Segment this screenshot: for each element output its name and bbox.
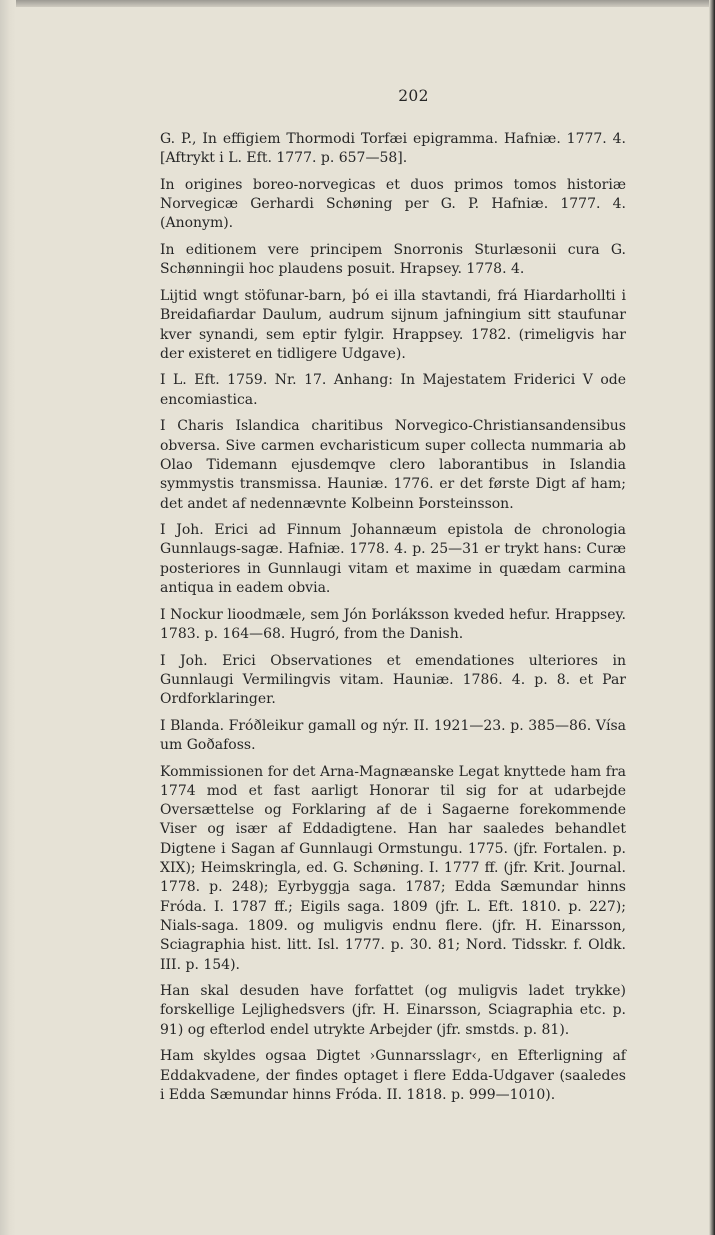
body-paragraph: Han skal desuden have forfattet (og muligvis ladet trykke) forskellige Lejlighedsvers (jfr. H. Einarsson, Sciagraphia etc. p. 91) og efterlod endel utrykte Arbejder (jfr. smstds. p. 81). — [160, 983, 626, 1038]
page-top-edge — [0, 0, 715, 7]
bibliography-entry: I Nockur lioodmæle, sem Jón Þorláksson kveded hefur. Hrappsey. 1783. p. 164—68. Hugró, from the Danish. — [160, 606, 626, 642]
bibliography-entry: I Blanda. Fróðleikur gamall og nýr. II. 1921—23. p. 385—86. Vísa um Goðafoss. — [160, 717, 626, 753]
bibliography-entry: In origines boreo-norvegicas et duos primos tomos historiæ Norvegicæ Gerhardi Schøning per G. P. Hafniæ. 1777. 4. (Anonym). — [160, 176, 626, 232]
page-left-edge — [0, 0, 16, 1235]
body-paragraph: Ham skyldes ogsaa Digtet ›Gunnarsslagr‹, en Efterligning af Eddakvadene, der findes optaget i flere Edda-Udgaver (saaledes i Edda Sæmundar hinns Fróda. II. 1818. p. 999—1010). — [160, 1048, 626, 1103]
page-right-edge — [709, 0, 715, 1235]
bibliography-entry: In editionem vere principem Snorronis Sturlæsonii cura G. Schønningii hoc plaudens posuit. Hrapsey. 1778. 4. — [160, 242, 626, 278]
bibliography-entry: I Charis Islandica charitibus Norvegico-Christiansandensibus obversa. Sive carmen evcharisticum super collecta nummaria ab Olao Tidemann ejusdemqve clero laborantibus in Islandia symmystis transmissa. Hauniæ. 1776. er det første Digt af ham; det andet af nedennævnte Kolbeinn Þorsteinsson. — [160, 418, 626, 512]
page-number: 202 — [398, 87, 429, 105]
bibliography-entry: I L. Eft. 1759. Nr. 17. Anhang: In Majestatem Friderici V ode encomiastica. — [160, 372, 626, 408]
body-paragraph: Kommissionen for det Arna-Magnæanske Legat knyttede ham fra 1774 mod et fast aarligt Honorar til sig for at udarbejde Oversættelse og Forklaring af de i Sagaerne forekommende Viser og især af Eddadigtene. Han har saaledes behandlet Digtene i Sagan af Gunnlaugi Ormstungu. 1775. (jfr. Fortalen. p. XIX); Heimskringla, ed. G. Schøning. I. 1777 ff. (jfr. Krit. Journal. 1778. p. 248); Eyrbyggja saga. 1787; Edda Sæmundar hinns Fróda. I. 1787 ff.; Eigils saga. 1809 (jfr. L. Eft. 1810. p. 227); Nials-saga. 1809. og muligvis endnu flere. (jfr. H. Einarsson, Sciagraphia hist. litt. Isl. 1777. p. 30. 81; Nord. Tidsskr. f. Oldk. III. p. 154). — [160, 763, 626, 973]
page-content — [160, 87, 680, 1113]
bibliography-entry: I Joh. Erici Observationes et emendationes ulteriores in Gunnlaugi Vermilingvis vitam. Hauniæ. 1786. 4. p. 8. et Par Ordforklaringer. — [160, 652, 626, 708]
bibliography-entry: G. P., In effigiem Thormodi Torfæi epigramma. Hafniæ. 1777. 4. [Aftrykt i L. Eft. 1777. p. 657—58]. — [160, 131, 626, 167]
bibliography-entry: I Joh. Erici ad Finnum Johannæum epistola de chronologia Gunnlaugs-sagæ. Hafniæ. 1778. 4. p. 25—31 er trykt hans: Curæ posteriores in Gunnlaugi vitam et maxime in quædam carmina antiqua in eadem obvia. — [160, 522, 626, 597]
bibliography-entry: Lijtid wngt stöfunar-barn, þó ei illa stavtandi, frá Hiardarhollti i Breidafiardar Daulum, audrum sijnum jafningium sitt staufunar kver synandi, sem eptir fylgir. Hrappsey. 1782. (rimeligvis har der existeret en tidligere Udgave). — [160, 287, 626, 362]
